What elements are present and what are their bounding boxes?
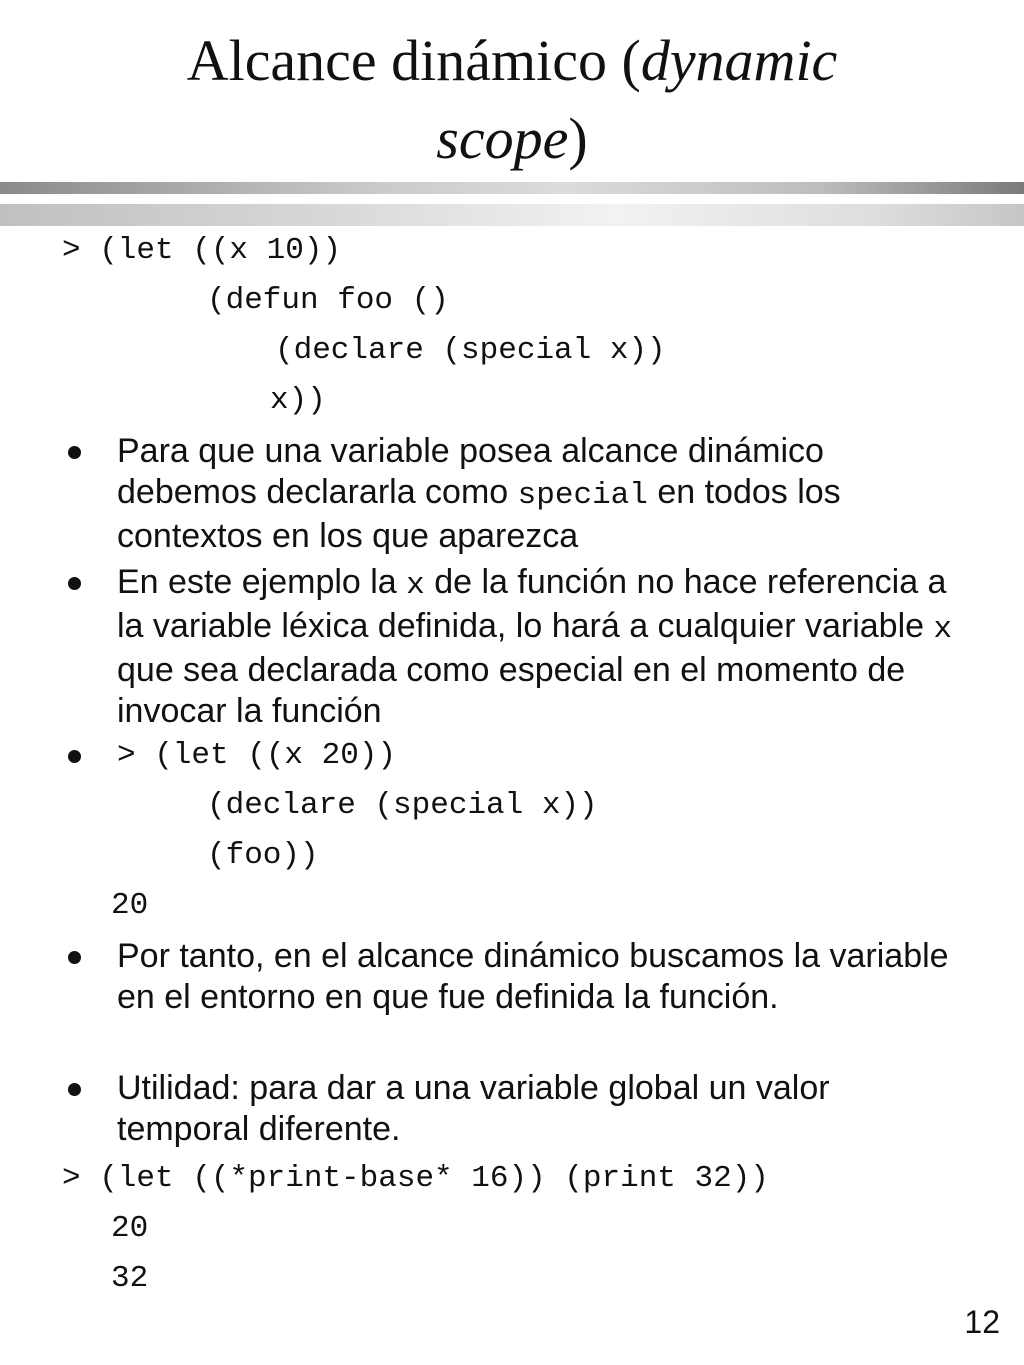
bullet-dot-5 (68, 1083, 81, 1096)
code1-line2: (defun foo () (207, 283, 449, 318)
title-close-paren: ) (568, 106, 588, 171)
code-x-1: x (406, 568, 425, 603)
title-line-2 (0, 100, 1024, 178)
code2-line1: > (let ((*print-base* 16)) (print 32)) (62, 1161, 769, 1196)
bullet-dot-3 (68, 750, 81, 763)
code-special: special (517, 478, 648, 513)
code1-line1: > (let ((x 10)) (62, 233, 342, 268)
title-text: Alcance dinámico ( (186, 28, 641, 93)
title-divider-bar-bottom (0, 204, 1024, 226)
bullet-dot-2 (68, 577, 81, 590)
bullet3-code-line1: > (let ((x 20)) (117, 738, 397, 773)
title-italic-dynamic: dynamic (640, 28, 838, 93)
bullet3-result: 20 (111, 888, 149, 923)
bullet3-code-line3: (foo)) (207, 838, 319, 873)
bullet-4-text: Por tanto, en el alcance dinámico buscamos la variable en el entorno en que fue definida la función. (117, 937, 949, 1016)
bullet-dot-1 (68, 446, 81, 459)
slide-title (0, 22, 1024, 178)
title-line-1 (0, 22, 1024, 100)
code2-result-1: 20 (111, 1211, 149, 1246)
code1-line4: x)) (270, 383, 326, 418)
bullet-5-text: Utilidad: para dar a una variable global un valor temporal diferente. (117, 1069, 830, 1148)
bullet3-code-line2: (declare (special x)) (207, 788, 598, 823)
bullet-2-text: En este ejemplo la x de la función no hace referencia a la variable léxica definida, lo hará a cualquier variable x que sea declarada como especial en el momento de invocar la función (117, 563, 953, 730)
code-x-2: x (933, 612, 953, 647)
bullet-dot-4 (68, 951, 81, 964)
bullet-1-text: Para que una variable posea alcance dinámico debemos declararla como special en todos los contextos en los que aparezca (117, 432, 841, 555)
title-italic-scope: scope (436, 106, 569, 171)
title-divider-bar-top (0, 182, 1024, 194)
code1-line3: (declare (special x)) (275, 333, 666, 368)
page-number: 12 (964, 1304, 1000, 1340)
code2-result-2: 32 (111, 1261, 149, 1296)
